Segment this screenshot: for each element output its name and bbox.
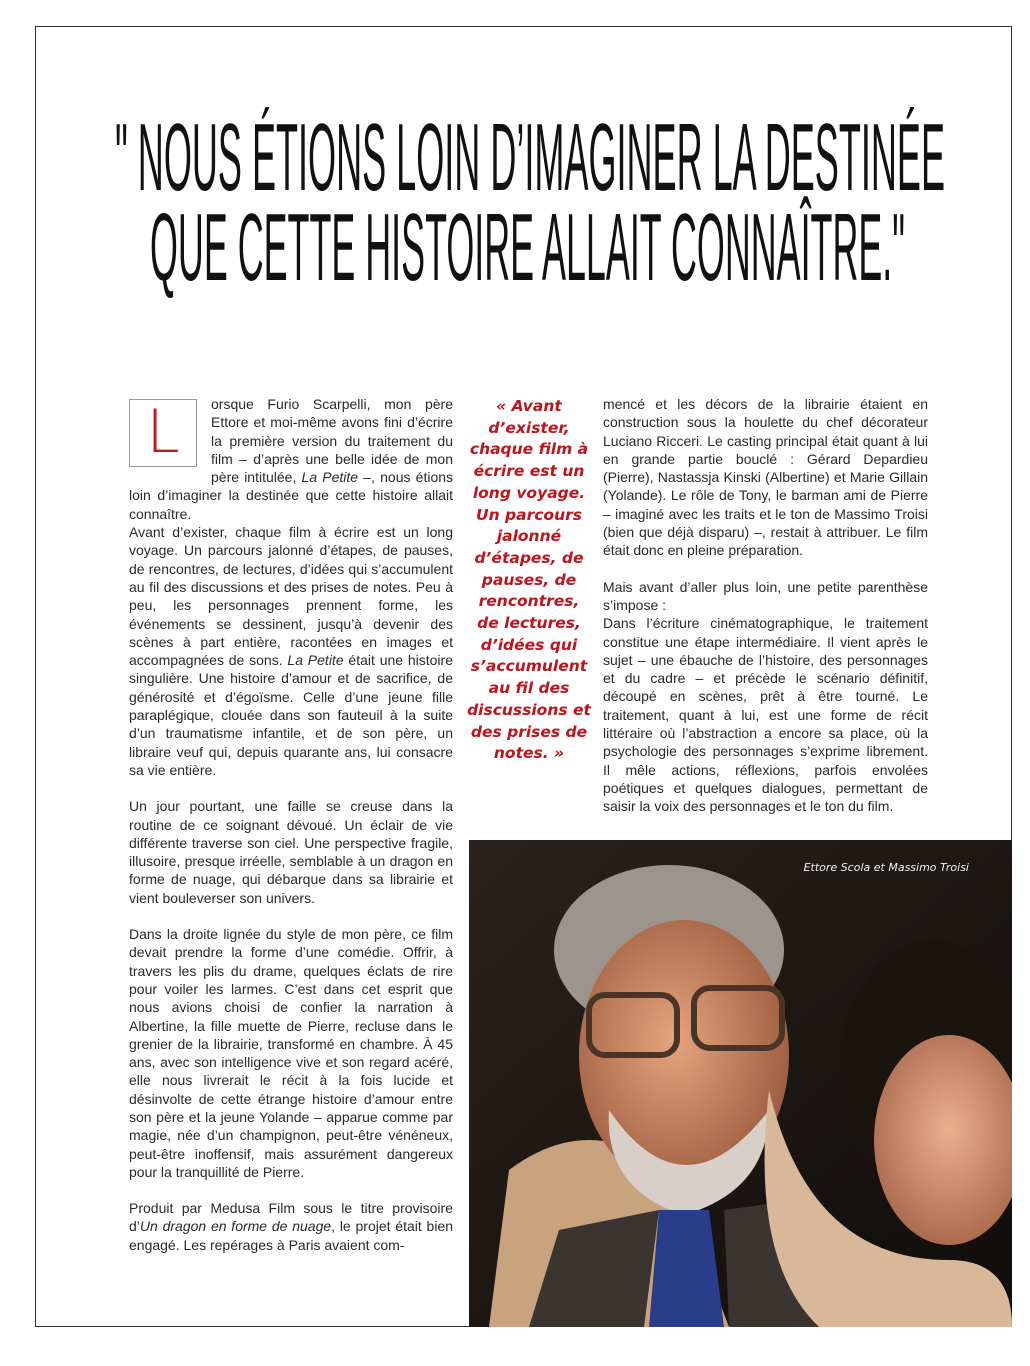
paragraph: Mais avant d’aller plus loin, une petite parenthèse s’impose : xyxy=(603,578,928,613)
drop-cap: L xyxy=(129,399,197,467)
film-title: La Petite xyxy=(287,652,344,669)
photo-caption: Ettore Scola et Massimo Troisi xyxy=(803,861,969,874)
paragraph xyxy=(129,1199,453,1254)
photo xyxy=(469,840,1012,1327)
paragraph: Dans la droite lignée du style de mon père, ce film devait prendre la forme d’une comédie. Offrir, à travers les plis du drame, quelques éclats de rire pour voiler les larmes. C’est dans cet esprit que nous avions choisi de confier la narration à Albertine, la fille muette de Pierre, recluse dans le grenier de la librairie, transformé en chambre. À 45 ans, avec son intelligence vive et son regard acéré, elle nous livrerait le récit à la fois lucide et désinvolte de cette étrange histoire d’amour entre son père et la jeune Yolande – apparue comme par magie, née d’un champignon, peut-être vénéneux, peut-être inoffensif, mais assurément dangereux pour la tranquillité de Pierre. xyxy=(129,926,453,1180)
paragraph xyxy=(129,523,453,779)
film-title: La Petite xyxy=(301,469,359,486)
headline-line-1: " NOUS ÉTIONS LOIN D’IMAGINER LA DESTINÉE xyxy=(115,104,945,211)
text: était une histoire singulière. Une histoire d’amour et de sacrifice, de générosité et d’égoïsme. Celle d’une jeune fille paraplégique, clouée dans son fauteuil à la suite d’un traumatisme infantile, et de son père, un libraire veuf qui, depuis quarante ans, lui consacre sa vie entière. xyxy=(129,652,453,778)
left-column xyxy=(129,395,453,1254)
film-title: Un dragon en forme de nuage xyxy=(139,1218,332,1235)
paragraph: Un jour pourtant, une faille se creuse dans la routine de ce soignant dévoué. Un éclair de vie différente traverse son ciel. Une perspective fragile, illusoire, presque irréelle, semblable à un dragon en forme de nuage, qui débarque dans sa librairie et vient bouleverser son univers. xyxy=(129,798,453,906)
headline-line-2: QUE CETTE HISTOIRE ALLAIT CONNAÎTRE." xyxy=(150,194,905,300)
paragraph: Dans l’écriture cinématographique, le traitement constitue une étape intermédiaire. Il vient après le sujet – une ébauche de l’histoire, des personnages et du cadre – et précède le scénario définitif, découpé en scènes, prêt à être tourné. Le traitement, quant à lui, est une forme de récit littéraire où l’abstraction a encore sa place, où la psychologie des personnages s’exprime librement. Il mêle actions, réflexions, parfois envolées poétiques et quelques dialogues, permettant de saisir la voix des personnages et le ton du film. xyxy=(603,615,928,815)
paragraph: mencé et les décors de la librairie étaient en construction sous la houlette du chef décorateur Luciano Ricceri. Le casting principal était quant à lui en grande partie bouclé : Gérard Depardieu (Pierre), Nastassja Kinski (Albertine) et Marie Gillain (Yolande). Le rôle de Tony, le barman ami de Pierre – imaginé avec les traits et le ton de Massimo Troisi (bien que déjà disparu) –, restait à attribuer. Le film était donc en pleine préparation. xyxy=(603,396,928,559)
text: orsque Furio Scarpelli, mon père Ettore et moi-même avons fini d’écrire la première version du traitement du film – d’après une belle idée de mon père intitulée, xyxy=(211,396,453,486)
text: –, nous étions loin d’imaginer la destinée que cette histoire allait connaître. xyxy=(129,469,454,522)
headline xyxy=(0,100,1030,300)
pull-quote: « Avant d’exister, chaque film à écrire est un long voyage. Un parcours jalonné d’étapes, de pauses, de rencontres, de lectures, d’idées qui s’accumulent au fil des discussions et des prises de notes. » xyxy=(467,397,591,763)
paragraph xyxy=(129,395,453,523)
text: , le projet était bien engagé. Les repérages à Paris avaient com- xyxy=(129,1218,454,1253)
text: Avant d’exister, chaque film à écrire est un long voyage. Un parcours jalonné d’étapes, de pauses, de rencontres, de lectures, d’idées qui s’accumulent au fil des discussions et des prises de notes. Peu à peu, les personnages prennent forme, les événements se dessinent, jusqu’à devenir des scènes à part entière, racontées en images et accompagnées de sons. xyxy=(129,524,453,669)
photo-image xyxy=(469,840,1012,1327)
text: Produit par Medusa Film sous le titre provisoire d’ xyxy=(129,1200,453,1235)
right-column xyxy=(603,395,928,816)
